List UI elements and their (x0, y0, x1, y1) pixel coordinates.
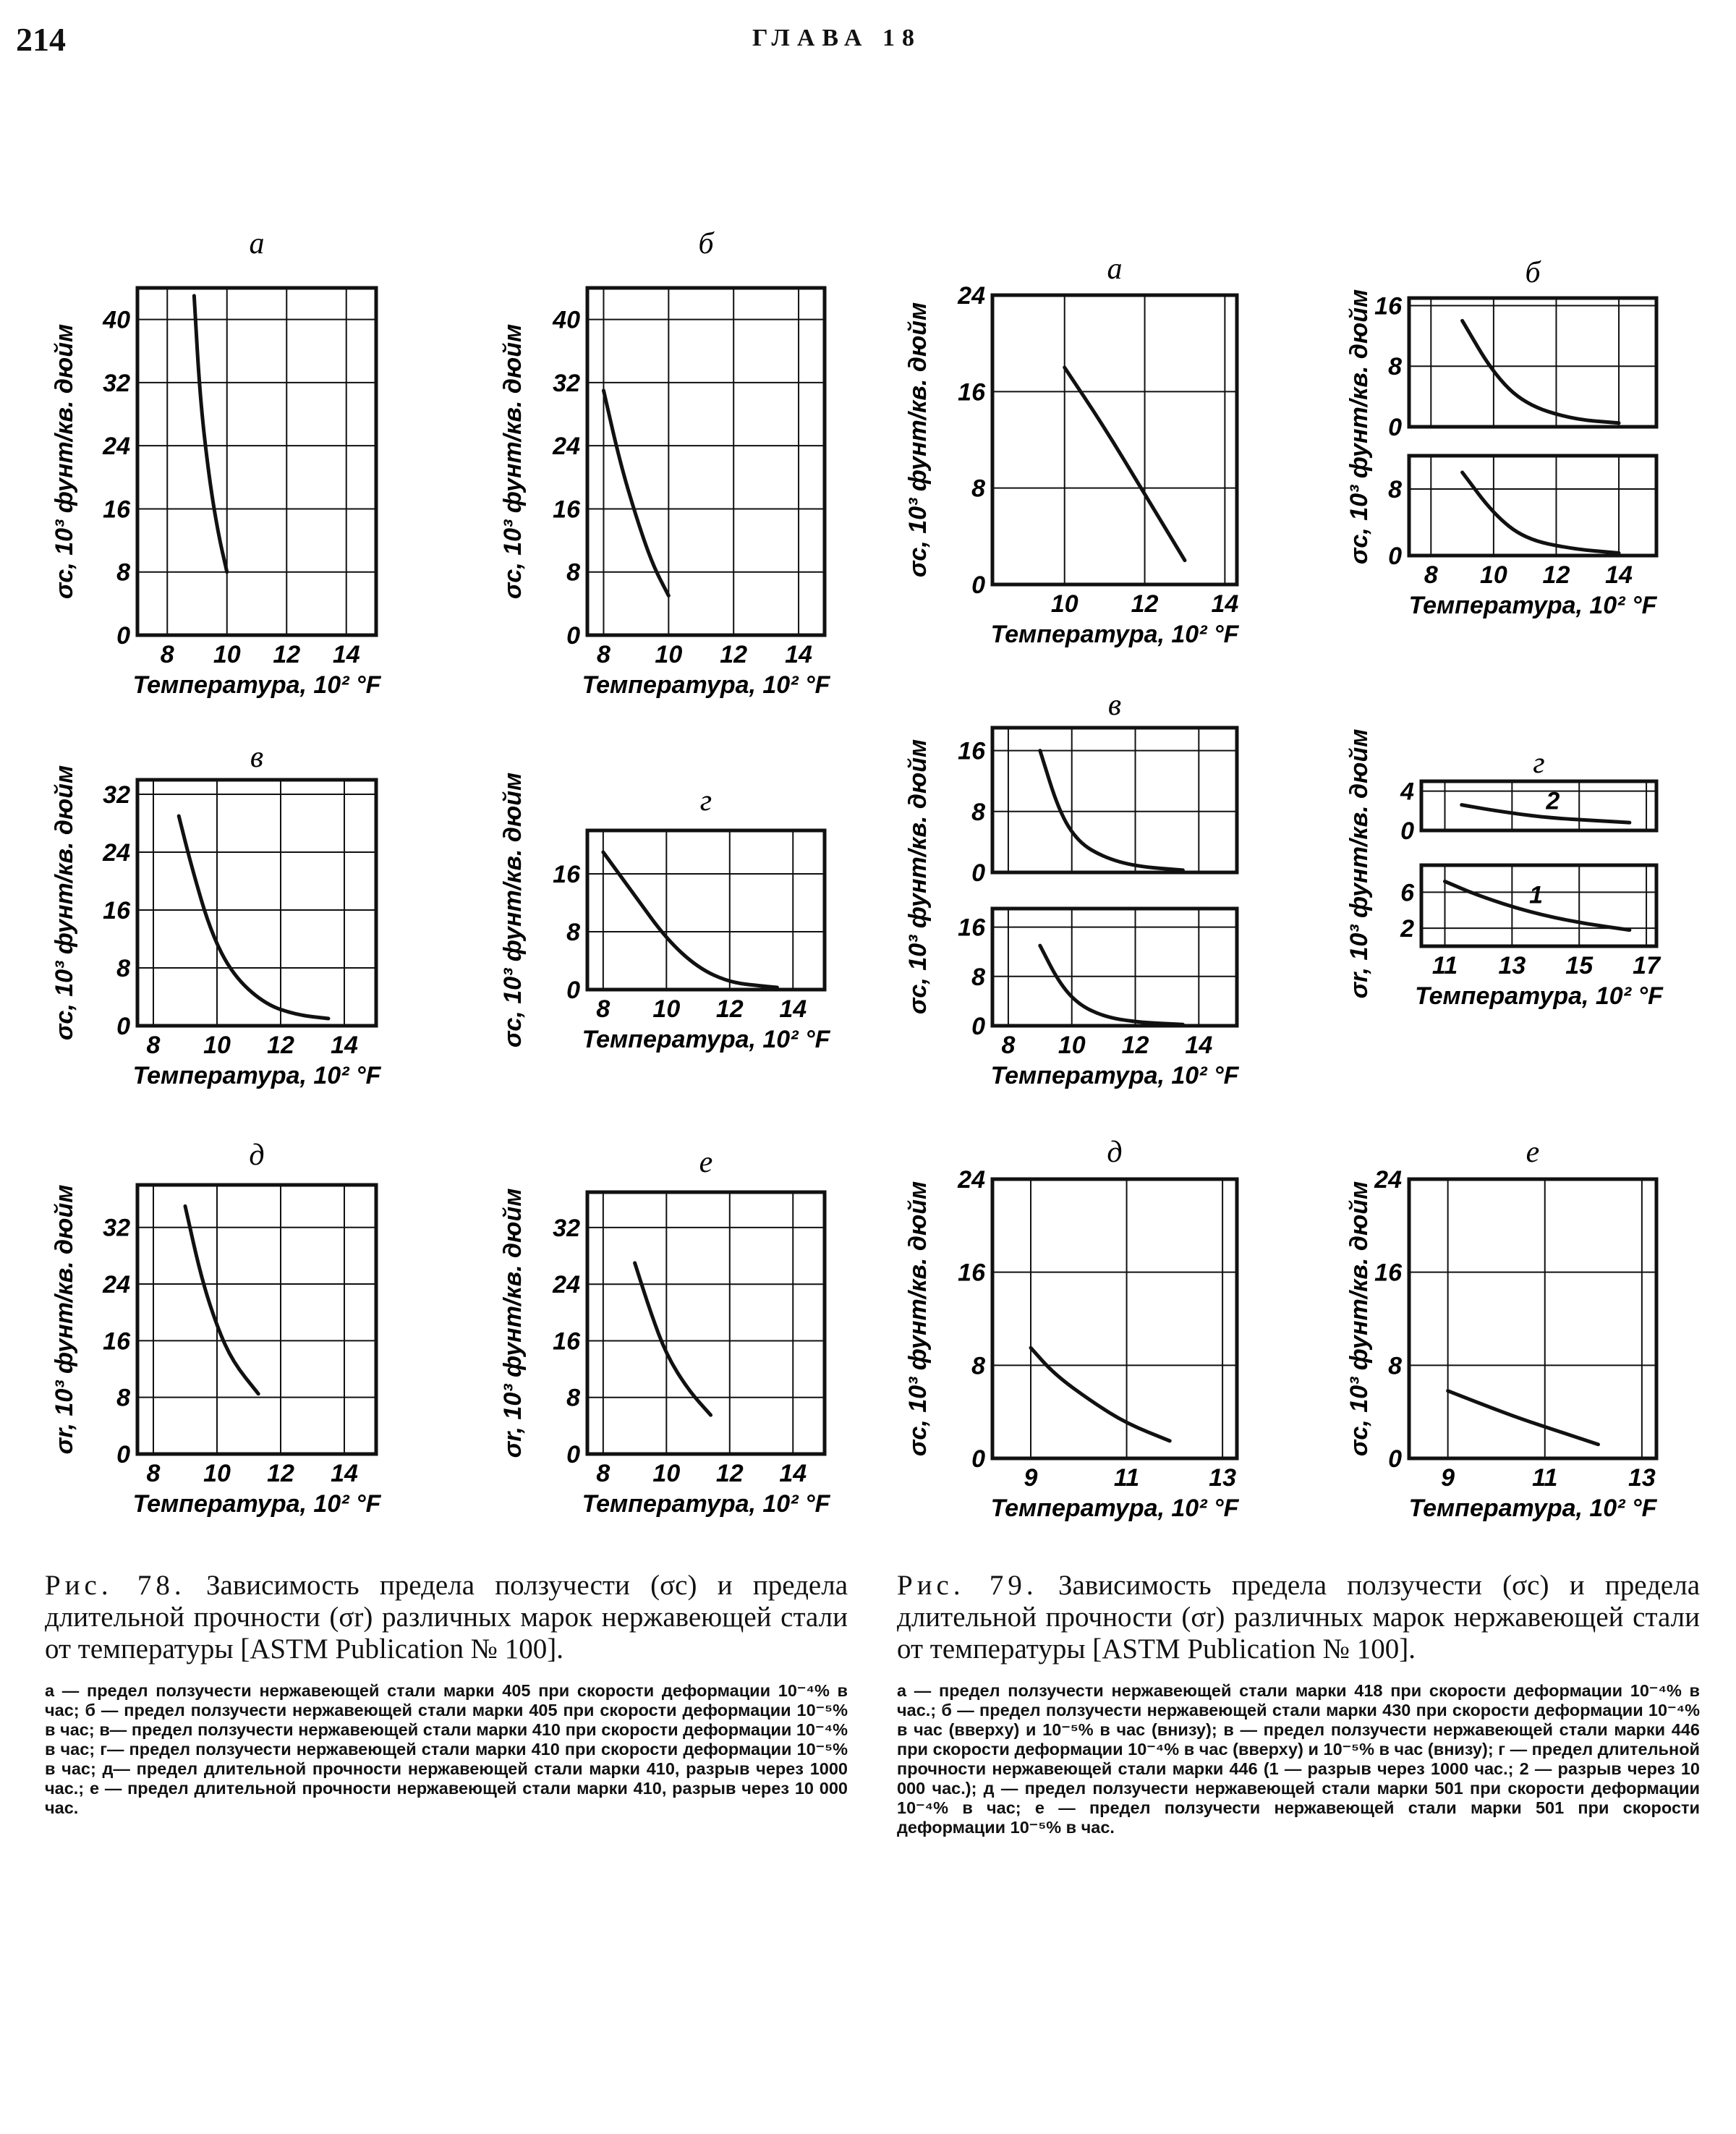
y-axis-title: σс, 10³ фунт/кв. дюйм (1345, 289, 1373, 565)
plot-frame (992, 728, 1237, 872)
x-tick-label: 13 (1628, 1464, 1656, 1492)
data-curve (1031, 1348, 1170, 1441)
plot-frame (587, 288, 825, 635)
panel-label: г (1533, 747, 1545, 780)
y-tick-label: 0 (1388, 414, 1402, 441)
x-tick-label: 14 (332, 641, 360, 668)
x-tick-label: 12 (715, 995, 744, 1023)
chart-79v (904, 689, 1240, 1089)
chart-79g (1345, 729, 1664, 1010)
plot-frame (587, 830, 825, 990)
caption-79-lead: Рис. 79. (897, 1570, 1038, 1601)
y-tick-label: 32 (103, 781, 130, 809)
x-tick-label: 12 (273, 641, 301, 668)
data-curve (603, 391, 668, 596)
data-curve (179, 816, 328, 1019)
y-tick-label: 8 (971, 475, 985, 503)
x-tick-label: 12 (1121, 1032, 1149, 1059)
x-tick-label: 14 (779, 995, 807, 1023)
y-tick-label: 0 (971, 859, 985, 887)
y-tick-label: 16 (1374, 1259, 1402, 1287)
plot-frame (137, 780, 376, 1026)
x-tick-label: 10 (1058, 1032, 1086, 1059)
x-tick-label: 11 (1113, 1464, 1140, 1492)
caption-79-title (897, 1570, 1700, 1665)
x-tick-label: 10 (1050, 590, 1078, 618)
data-curve (1040, 751, 1183, 870)
y-tick-label: 16 (958, 737, 985, 765)
y-tick-label: 8 (971, 798, 985, 826)
y-tick-label: 0 (1388, 1445, 1402, 1473)
data-curve (1040, 945, 1183, 1024)
y-tick-label: 0 (971, 1445, 985, 1473)
y-axis-title: σс, 10³ фунт/кв. дюйм (51, 323, 78, 600)
x-tick-label: 9 (1024, 1464, 1038, 1492)
y-tick-label: 16 (958, 914, 985, 942)
y-tick-label: 16 (553, 1327, 580, 1356)
x-tick-label: 12 (267, 1460, 294, 1487)
y-tick-label: 24 (958, 282, 985, 310)
data-curve (1065, 367, 1185, 561)
y-tick-label: 40 (553, 306, 580, 334)
curve-label: 2 (1546, 787, 1560, 815)
chart-78v (51, 741, 382, 1089)
x-axis-title: Температура, 10² °F (132, 1490, 381, 1518)
y-tick-label: 8 (116, 955, 130, 982)
y-tick-label: 8 (1388, 476, 1402, 503)
panel-label: г (699, 784, 712, 817)
y-axis-title: σr, 10³ фунт/кв. дюйм (1345, 728, 1373, 999)
y-tick-label: 32 (103, 1214, 130, 1242)
y-tick-label: 6 (1400, 879, 1414, 907)
x-tick-label: 10 (655, 641, 683, 668)
caption-78-title (45, 1570, 848, 1665)
y-tick-label: 8 (116, 1384, 130, 1412)
x-axis-title: Температура, 10² °F (990, 1495, 1239, 1522)
x-tick-label: 14 (785, 641, 812, 668)
x-tick-label: 14 (1185, 1032, 1213, 1059)
y-axis-title: σr, 10³ фунт/кв. дюйм (499, 1188, 527, 1458)
y-tick-label: 16 (103, 897, 130, 924)
y-tick-label: 24 (958, 1166, 985, 1194)
x-tick-label: 8 (1424, 561, 1438, 589)
x-tick-label: 12 (267, 1032, 294, 1059)
chart-78b (499, 227, 831, 699)
y-tick-label: 16 (553, 861, 580, 888)
y-tick-label: 0 (1400, 817, 1414, 845)
y-tick-label: 8 (566, 919, 580, 946)
plot-frame (587, 1192, 825, 1454)
y-tick-label: 16 (958, 1259, 985, 1287)
x-axis-title: Температура, 10² °F (132, 671, 381, 699)
curve-label: 1 (1529, 881, 1544, 909)
caption-fig-79 (897, 1570, 1700, 1837)
plot-frame (992, 295, 1237, 584)
caption-78-title-text: Зависимость предела ползучести (σс) и предела длительной прочности (σr) различных марок нержавеющей стали от температуры [ASTM Publication № 100]. (45, 1570, 848, 1665)
x-axis-title: Температура, 10² °F (582, 671, 830, 699)
x-tick-label: 8 (160, 641, 174, 668)
y-tick-label: 4 (1400, 778, 1414, 806)
x-tick-label: 14 (1211, 590, 1239, 618)
data-curve (185, 1206, 258, 1393)
x-axis-title: Температура, 10² °F (990, 1062, 1239, 1089)
x-axis-title: Температура, 10² °F (132, 1062, 381, 1089)
y-tick-label: 32 (553, 369, 580, 397)
y-tick-label: 0 (116, 1441, 130, 1468)
x-axis-title: Температура, 10² °F (582, 1490, 830, 1518)
panel-label: в (1107, 689, 1122, 722)
y-tick-label: 24 (553, 433, 580, 461)
chart-79b (1345, 256, 1658, 619)
y-tick-label: 24 (1374, 1166, 1402, 1194)
y-tick-label: 24 (103, 839, 130, 867)
y-axis-title: σс, 10³ фунт/кв. дюйм (51, 765, 78, 1041)
y-tick-label: 0 (971, 1013, 985, 1040)
x-tick-label: 10 (1479, 561, 1507, 589)
y-tick-label: 8 (116, 558, 130, 587)
x-tick-label: 12 (1131, 590, 1159, 618)
x-tick-label: 15 (1565, 952, 1594, 979)
y-tick-label: 16 (958, 378, 985, 407)
y-axis-title: σс, 10³ фунт/кв. дюйм (904, 739, 932, 1015)
x-tick-label: 12 (720, 641, 748, 668)
x-tick-label: 10 (203, 1032, 231, 1059)
chart-79d (904, 1136, 1240, 1522)
plot-frame (1409, 1179, 1656, 1458)
x-axis-title: Температура, 10² °F (1408, 1495, 1657, 1522)
chart-79e (1345, 1136, 1658, 1522)
y-tick-label: 8 (1388, 353, 1402, 381)
y-tick-label: 2 (1400, 915, 1414, 943)
x-tick-label: 8 (146, 1032, 161, 1059)
plot-frame (137, 288, 376, 635)
page-number: 214 (16, 21, 66, 58)
y-tick-label: 24 (553, 1271, 580, 1299)
panel-label: д (1107, 1136, 1123, 1169)
panel-label: е (1526, 1136, 1540, 1169)
y-tick-label: 0 (971, 571, 985, 599)
plot-frame (992, 909, 1237, 1026)
y-tick-label: 8 (566, 1384, 580, 1412)
chart-78a (51, 227, 382, 699)
x-axis-title: Температура, 10² °F (990, 621, 1239, 648)
caption-78-lead: Рис. 78. (45, 1570, 186, 1601)
chart-78d (51, 1139, 382, 1518)
panel-label: б (1525, 256, 1541, 289)
y-tick-label: 0 (566, 977, 580, 1004)
x-tick-label: 8 (596, 1460, 610, 1487)
y-tick-label: 0 (566, 622, 580, 650)
panel-label: а (1107, 252, 1123, 286)
y-tick-label: 24 (103, 1271, 130, 1299)
x-tick-label: 11 (1431, 952, 1458, 979)
y-tick-label: 24 (103, 433, 130, 461)
y-axis-title: σс, 10³ фунт/кв. дюйм (904, 302, 932, 578)
panel-label: е (699, 1146, 713, 1179)
y-tick-label: 40 (103, 306, 130, 334)
data-curve (194, 296, 226, 572)
plot-frame (137, 1185, 376, 1454)
x-axis-title: Температура, 10² °F (582, 1026, 830, 1053)
data-curve (1448, 1391, 1599, 1445)
x-axis-title: Температура, 10² °F (1415, 982, 1663, 1010)
x-tick-label: 9 (1441, 1464, 1455, 1492)
chart-79a (904, 252, 1240, 648)
panel-label: д (249, 1139, 265, 1172)
x-tick-label: 10 (203, 1460, 231, 1487)
data-curve (635, 1263, 711, 1415)
x-tick-label: 14 (331, 1032, 358, 1059)
chart-78g (499, 773, 831, 1053)
y-axis-title: σс, 10³ фунт/кв. дюйм (499, 772, 527, 1048)
panel-label: в (250, 741, 264, 774)
y-tick-label: 32 (103, 369, 130, 397)
y-axis-title: σс, 10³ фунт/кв. дюйм (499, 323, 527, 600)
x-tick-label: 13 (1209, 1464, 1237, 1492)
y-tick-label: 32 (553, 1214, 580, 1242)
y-tick-label: 8 (971, 963, 985, 991)
caption-79-body: а — предел ползучести нержавеющей стали марки 418 при скорости деформации 10⁻⁴% в час.; б — предел ползучести нержавеющей стали марки 430 при скорости деформации 10⁻⁴% в час (вверху) и 10⁻⁵% в час (внизу); в — предел ползучести нержавеющей стали марки 446 при скорости деформации 10⁻⁴% в час (вверху) и 10⁻⁵% в час (внизу); г — предел длительной прочности нержавеющей стали марки 446 (1 — разрыв через 1000 час.; 2 — разрыв через 10 000 час.); д — предел ползучести нержавеющей стали марки 501 при скорости деформации 10⁻⁴% в час; е — предел ползучести нержавеющей стали марки 501 при скорости деформации 10⁻⁵% в час. (897, 1681, 1700, 1837)
x-tick-label: 8 (596, 995, 610, 1023)
y-tick-label: 8 (1388, 1352, 1402, 1380)
chart-78e (499, 1146, 831, 1518)
x-tick-label: 14 (1605, 561, 1633, 589)
y-tick-label: 16 (103, 496, 130, 524)
y-tick-label: 0 (116, 622, 130, 650)
y-tick-label: 16 (1374, 292, 1402, 320)
panel-label: а (249, 227, 265, 260)
caption-fig-78 (45, 1570, 848, 1818)
x-tick-label: 8 (597, 641, 610, 668)
y-tick-label: 8 (566, 558, 580, 587)
data-curve (1463, 320, 1619, 422)
y-axis-title: σс, 10³ фунт/кв. дюйм (1345, 1181, 1373, 1457)
x-tick-label: 17 (1633, 952, 1660, 979)
x-axis-title: Температура, 10² °F (1408, 592, 1657, 619)
y-axis-title: σс, 10³ фунт/кв. дюйм (904, 1181, 932, 1457)
y-tick-label: 16 (553, 496, 580, 524)
x-tick-label: 14 (779, 1460, 807, 1487)
x-tick-label: 14 (331, 1460, 358, 1487)
caption-79-title-text: Зависимость предела ползучести (σс) и предела длительной прочности (σr) различных марок нержавеющей стали от температуры [ASTM Publication № 100]. (897, 1570, 1701, 1665)
data-curve (1463, 472, 1619, 553)
y-tick-label: 16 (103, 1327, 130, 1356)
y-tick-label: 0 (116, 1013, 130, 1040)
x-tick-label: 13 (1498, 952, 1526, 979)
data-curve (603, 852, 778, 987)
y-tick-label: 0 (566, 1441, 580, 1468)
chapter-heading: ГЛАВА 18 (752, 25, 922, 51)
x-tick-label: 12 (715, 1460, 744, 1487)
y-tick-label: 0 (1388, 543, 1402, 570)
x-tick-label: 10 (213, 641, 241, 668)
x-tick-label: 8 (146, 1460, 161, 1487)
x-tick-label: 8 (1001, 1032, 1016, 1059)
caption-78-body: а — предел ползучести нержавеющей стали марки 405 при скорости деформации 10⁻⁴% в час; б — предел ползучести нержавеющей стали марки 405 при скорости деформации 10⁻⁵% в час; в— предел ползучести нержавеющей стали марки 410 при скорости деформации 10⁻⁴% в час; г— предел ползучести нержавеющей стали марки 410 при скорости деформации 10⁻⁵% в час; д— предел длительной прочности нержавеющей стали марки 410, разрыв через 1000 час.; е — предел длительной прочности нержавеющей стали марки 410, разрыв через 10 000 час. (45, 1681, 848, 1817)
y-tick-label: 8 (971, 1352, 985, 1380)
panel-label: б (698, 227, 714, 260)
x-tick-label: 10 (652, 995, 681, 1023)
x-tick-label: 10 (652, 1460, 681, 1487)
y-axis-title: σr, 10³ фунт/кв. дюйм (51, 1184, 78, 1455)
x-tick-label: 12 (1542, 561, 1570, 589)
x-tick-label: 11 (1532, 1464, 1558, 1492)
